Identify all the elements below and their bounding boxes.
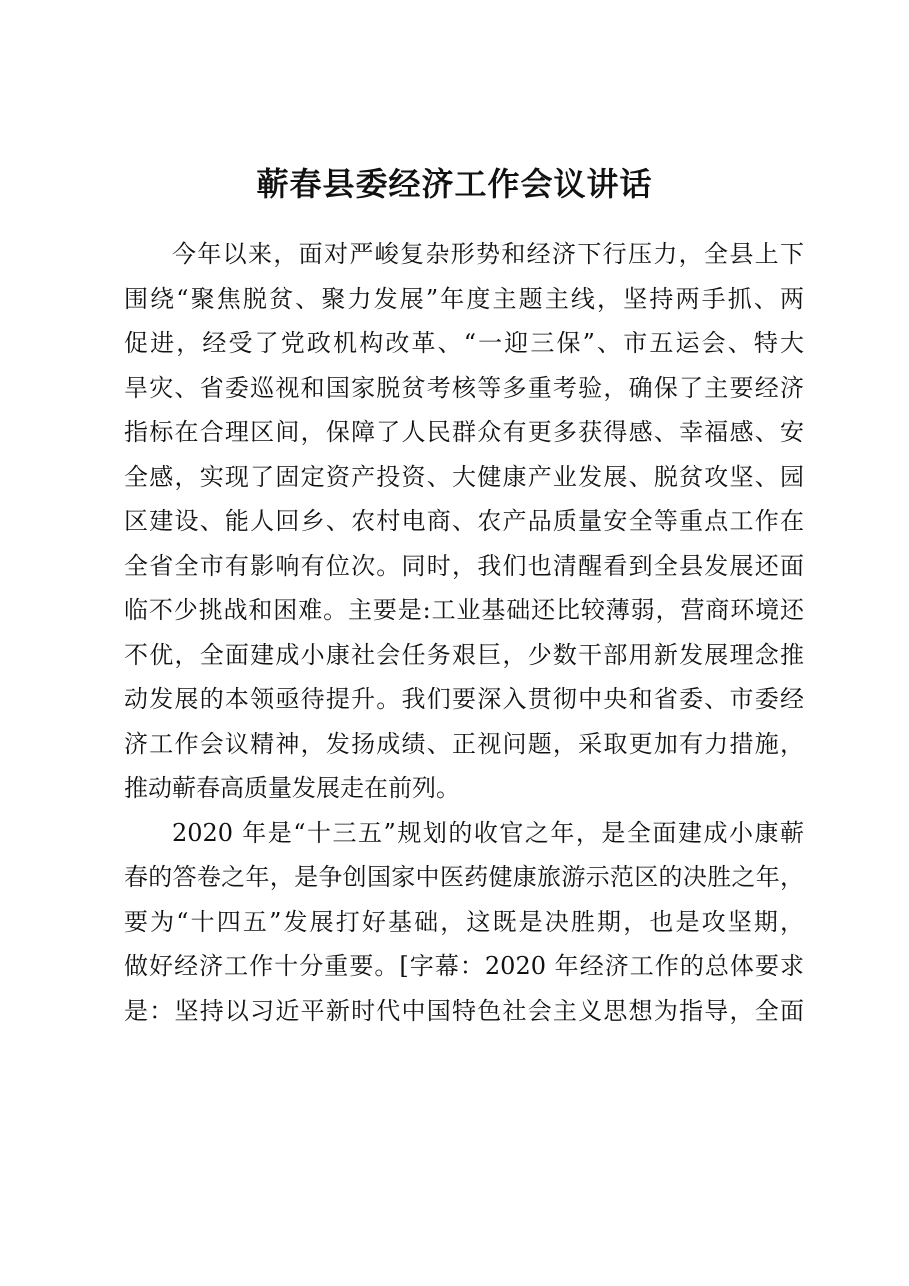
text-line: 旱灾、省委巡视和国家脱贫考核等多重考验，确保了主要经济 bbox=[124, 373, 804, 402]
text-line: 促进，经受了党政机构改革、“一迎三保”、市五运会、特大 bbox=[124, 329, 804, 357]
document-body bbox=[124, 232, 804, 1033]
text-line: 临不少挑战和困难。主要是:工业基础还比较薄弱，营商环境还 bbox=[124, 596, 804, 624]
paragraph bbox=[124, 232, 804, 811]
text-line: 做好经济工作十分重要。[字幕：2020 年经济工作的总体要求 bbox=[124, 952, 804, 980]
text-line: 围绕“聚焦脱贫、聚力发展”年度主题主线，坚持两手抓、两 bbox=[124, 284, 804, 313]
text-line: 春的答卷之年，是争创国家中医药健康旅游示范区的决胜之年， bbox=[124, 863, 804, 891]
text-line: 全感，实现了固定资产投资、大健康产业发展、脱贫攻坚、园 bbox=[124, 462, 804, 491]
text-line: 区建设、能人回乡、农村电商、农产品质量安全等重点工作在 bbox=[124, 507, 804, 535]
text-line: 今年以来，面对严峻复杂形势和经济下行压力，全县上下 bbox=[172, 240, 804, 268]
text-line: 不优，全面建成小康社会任务艰巨，少数干部用新发展理念推 bbox=[124, 640, 804, 669]
text-line: 指标在合理区间，保障了人民群众有更多获得感、幸福感、安 bbox=[124, 418, 804, 446]
text-line: 推动蕲春高质量发展走在前列。 bbox=[124, 774, 460, 802]
text-line: 2020 年是“十三五”规划的收官之年，是全面建成小康蕲 bbox=[172, 818, 804, 847]
text-line: 动发展的本领亟待提升。我们要深入贯彻中央和省委、市委经 bbox=[124, 685, 804, 713]
text-line: 全省全市有影响有位次。同时，我们也清醒看到全县发展还面 bbox=[124, 551, 804, 580]
document-title: 蕲春县委经济工作会议讲话 bbox=[256, 165, 653, 203]
text-line: 济工作会议精神，发扬成绩、正视问题，采取更加有力措施， bbox=[124, 729, 804, 758]
text-line: 是：坚持以习近平新时代中国特色社会主义思想为指导，全面 bbox=[124, 996, 804, 1025]
paragraph bbox=[124, 811, 804, 1034]
text-line: 要为“十四五”发展打好基础，这既是决胜期，也是攻坚期， bbox=[124, 907, 804, 936]
